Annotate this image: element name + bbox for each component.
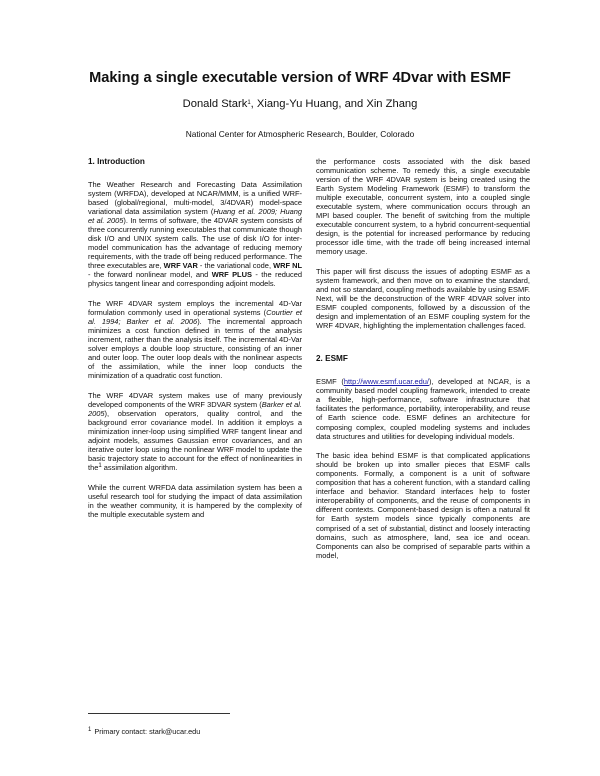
term-wrf-nl: WRF NL [273,261,302,271]
text-run: The WRF 4DVAR system employs the incremental 4D-Var formulation commonly used in operational systems ( [88,299,302,318]
text-run: - the forward nonlinear model, and [88,270,212,280]
paper-title: Making a single executable version of WRF 4Dvar with ESMF [89,70,511,86]
term-wrf-var: WRF VAR [163,261,198,271]
text-run: assimilation algorithm. [101,463,178,473]
esmf-paragraph-2: The basic idea behind ESMF is that complicated applications should be broken up into smaller pieces that ESMF calls components. Formally, a component is a unit of software composition that has a coherent function, with a standard calling interface and behavior. Standard interfaces help to foster interoperability of components, and the reuse of components in different contexts. Component-based design is often a natural fit for Earth system models since typically components are comprised of a set of substantial, distinct and loosely interacting domains, such as atmosphere, land, sea ice and ocean. Components can also be comprised of separable parts within a model, [316,451,530,560]
intro-paragraph-5: This paper will first discuss the issues of adopting ESMF as a system framework, and then move on to examine the standard, and not so standard, coupling methods available by using ESMF. Next, will be the deconstruction of the WRF 4DVAR solver into ESMF coupled components, followed by a discussion of the design and implementation of an ESMF coupling system for the WRF 4DVAR, highlighting the implementation challenges faced. [316,267,530,331]
text-run: ), observation operators, quality control, and the background error covariance model. In addition it employs a minimization inner-loop using simplified WRF tangent linear and adjoint models, assumes Gaussian error covariances, and an iterative outer loop using the nonlinear WRF model to update the basic trajectory state to account for the effect of nonlinearities in the [88,409,302,473]
left-column [88,157,302,530]
text-run: ), developed at NCAR, is a community based model coupling framework, intended to create a flexible, high-performance, software infrastructure that facilitates the performance, portability, interoperability, and reuse of Earth science code. ESMF defines an architecture for composing complex, coupled modeling systems and includes data structures and utilities for developing individual models. [316,377,530,441]
intro-paragraph-2 [88,299,302,380]
author-first: Donald Stark [182,98,248,110]
text-run: ). The incremental approach minimizes a cost function defined in terms of the analysis increment, rather than the analysis itself. The incremental 4D-Var solver employs a double loop structure, consisting of an inner and outer loop. The outer loop deals with the nonlinear aspects of the assimilation, while the inner loop conducts the minimization of a quadratic cost function. [88,317,302,381]
section-heading-esmf: 2. ESMF [316,354,348,364]
author-rest: , Xiang-Yu Huang, and Xin Zhang [250,98,418,110]
footnote-mark: 1 [88,727,92,733]
text-run: - the reduced physics tangent linear and corresponding adjoint models. [88,270,302,289]
text-run: The Weather Research and Forecasting Data Assimilation system (WRFDA), developed at NCAR/MMM, is a unified WRF-based (global/regional, multi-model, 3/4DVAR) model-space variational data assimilation system ( [88,179,302,217]
term-wrf-plus: WRF PLUS [211,270,252,280]
footnote-divider [88,713,230,714]
footnote-ref: 1 [98,463,102,470]
author-list [0,98,600,110]
text-run: The WRF 4DVAR system makes use of many previously developed components of the WRF 3DVAR system ( [88,390,302,409]
citation: Huang et al. 2009; Huang et al. 2005 [88,207,302,226]
footnote-text: Primary contact: stark@ucar.edu [94,727,201,736]
section-heading-introduction: 1. Introduction [88,157,145,166]
intro-paragraph-1 [88,180,302,289]
text-run: ). In terms of software, the 4DVAR system consists of three concurrently running executables that communicate though disk I/O and UNIX system calls. The use of disk I/O for inter-model communication has the advantage of reducing memory requirements, with the trade off being reduced performance. The three executables are, [88,216,302,271]
right-column [316,157,530,570]
intro-paragraph-4-continued: the performance costs associated with the disk based communication scheme. To remedy this, a single executable version of the WRF 4DVAR system is being created using the Earth System Modeling Framework (ESMF) to transform the multiple executable, concurrent system, into a coupled single executable system, where communication occurs through an MPI based coupler. The benefit of switching from the multiple executable concurrent system, to a hybrid concurrent-sequential design, is the potential for increased performance by reducing processor idle time, with the trade off being increased internal memory usage. [316,157,530,257]
citation: Barker et al. 2005 [88,399,302,419]
text-run: - the variational code, [197,261,274,271]
intro-paragraph-4: While the current WRFDA data assimilation system has been a useful research tool for studying the impact of data assimilation in the weather community, it is hampered by the complexity of the multiple executable system and [88,482,302,519]
footnote [88,727,200,736]
esmf-link[interactable]: http://www.esmf.ucar.edu/ [343,377,429,387]
citation: Courtier et al. 1994; Barker et al. 2006 [88,308,302,327]
intro-paragraph-3 [88,391,302,472]
affiliation: National Center for Atmospheric Research, Boulder, Colorado [185,129,415,139]
author-footnote-mark: 1 [247,100,251,106]
esmf-paragraph-1 [316,377,530,440]
text-run: ESMF ( [316,377,344,387]
